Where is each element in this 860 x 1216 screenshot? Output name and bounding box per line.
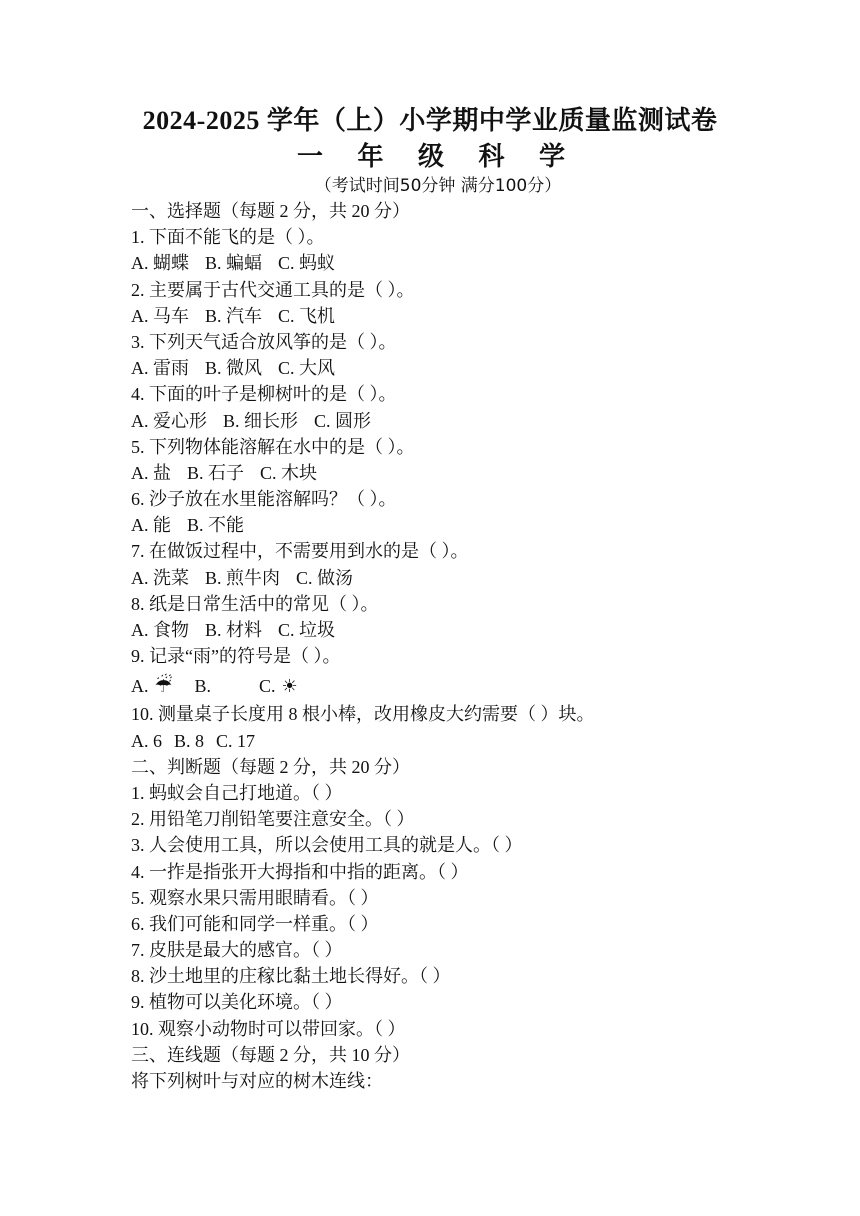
option-a: A. 盐 (131, 462, 171, 483)
question-8: 8. 纸是日常生活中的常见（ ）。 (131, 593, 379, 614)
question-5: 5. 下列物体能溶解在水中的是（ ）。 (131, 436, 415, 457)
option-c: C. 蚂蚁 (278, 253, 336, 274)
subject-title: 一 年 级 科 学 (296, 142, 579, 171)
options-4 (131, 408, 831, 434)
options-1 (131, 250, 831, 276)
options-7 (131, 565, 831, 591)
question-1: 1. 下面不能飞的是（ ）。 (131, 227, 325, 248)
option-b: B. 细长形 (223, 410, 299, 431)
option-a: A. 马车 (131, 305, 189, 326)
judgement-item-5: 5. 观察水果只需用眼睛看。（ ） (131, 887, 379, 908)
option-b-label: B. (194, 676, 211, 697)
option-b (194, 670, 243, 702)
option-b: B. 煎牛肉 (205, 567, 281, 588)
option-a: A. 洗菜 (131, 567, 189, 588)
option-c (259, 670, 298, 703)
judgement-item-8: 8. 沙土地里的庄稼比黏土地长得好。（ ） (131, 966, 451, 987)
options-5 (131, 460, 831, 486)
judgement-item-2: 2. 用铅笔刀削铅笔要注意安全。（ ） (131, 809, 415, 830)
section-heading-choice: 一、选择题（每题 2 分，共 20 分） (131, 201, 410, 221)
matching-instruction: 将下列树叶与对应的树木连线： (131, 1071, 383, 1091)
judgement-item-6: 6. 我们可能和同学一样重。（ ） (131, 913, 379, 934)
options-9 (131, 669, 831, 701)
question-10: 10. 测量桌子长度用 8 根小棒，改用橡皮大约需要（ ）块。 (131, 704, 595, 725)
option-c: C. 圆形 (314, 410, 372, 431)
option-b: B. 蝙蝠 (205, 253, 263, 274)
judgement-item-1: 1. 蚂蚁会自己打地道。（ ） (131, 782, 343, 803)
judgement-item-7: 7. 皮肤是最大的感官。（ ） (131, 940, 343, 961)
judgement-item-4: 4. 一拃是指张开大拇指和中指的距离。（ ） (131, 861, 469, 882)
question-2: 2. 主要属于古代交通工具的是（ ）。 (131, 279, 415, 300)
option-b: B. 汽车 (205, 305, 263, 326)
judgement-item-10: 10. 观察小动物时可以带回家。（ ） (131, 1018, 406, 1039)
option-a-label: A. (131, 676, 149, 697)
options-6 (131, 512, 831, 538)
page-title: 2024-2025 学年（上）小学期中学业质量监测试卷 (142, 106, 718, 135)
exam-info: （考试时间50分钟 满分100分） (314, 176, 562, 196)
option-b: B. 材料 (205, 620, 263, 640)
question-6: 6. 沙子放在水里能溶解吗？（ ）。 (131, 489, 397, 510)
option-c: C. 做汤 (296, 567, 354, 588)
options-10 (131, 728, 831, 754)
option-b: B. 不能 (187, 515, 245, 536)
option-a: A. 雷雨 (131, 358, 189, 379)
question-4: 4. 下面的叶子是柳树叶的是（ ）。 (131, 384, 397, 405)
option-c: C. 飞机 (278, 305, 336, 326)
question-7: 7. 在做饭过程中，不需要用到水的是（ ）。 (131, 541, 469, 562)
options-3 (131, 355, 831, 381)
judgement-item-3: 3. 人会使用工具，所以会使用工具的就是人。（ ） (131, 835, 523, 856)
option-c-label: C. (258, 676, 276, 697)
option-a: A. 食物 (131, 620, 189, 640)
option-b: B. 石子 (187, 462, 245, 483)
option-b: B. 微风 (205, 358, 263, 379)
exam-content (131, 198, 831, 1094)
judgement-item-9: 9. 植物可以美化环境。（ ） (131, 992, 343, 1013)
question-3: 3. 下列天气适合放风筝的是（ ）。 (131, 331, 397, 352)
option-a: A. 蝴蝶 (131, 253, 189, 274)
section-heading-matching: 三、连线题（每题 2 分，共 10 分） (131, 1044, 410, 1065)
option-a: A. 爱心形 (131, 410, 207, 431)
sun-icon: ☀ (281, 676, 298, 698)
option-a (131, 669, 172, 702)
option-c: C. 垃圾 (278, 620, 336, 640)
umbrella-rain-icon: ☔ (154, 673, 173, 698)
options-8 (131, 617, 831, 643)
question-9: 9. 记录“雨”的符号是（ ）。 (131, 646, 341, 667)
options-2 (131, 303, 831, 329)
option-c: C. 大风 (278, 358, 336, 379)
option-a: A. 6 (131, 730, 162, 751)
option-c: C. 木块 (260, 462, 318, 483)
option-b: B. 8 (174, 730, 205, 751)
section-heading-judgement: 二、判断题（每题 2 分，共 20 分） (131, 756, 410, 777)
option-a: A. 能 (131, 515, 171, 536)
option-c: C. 17 (216, 730, 256, 751)
